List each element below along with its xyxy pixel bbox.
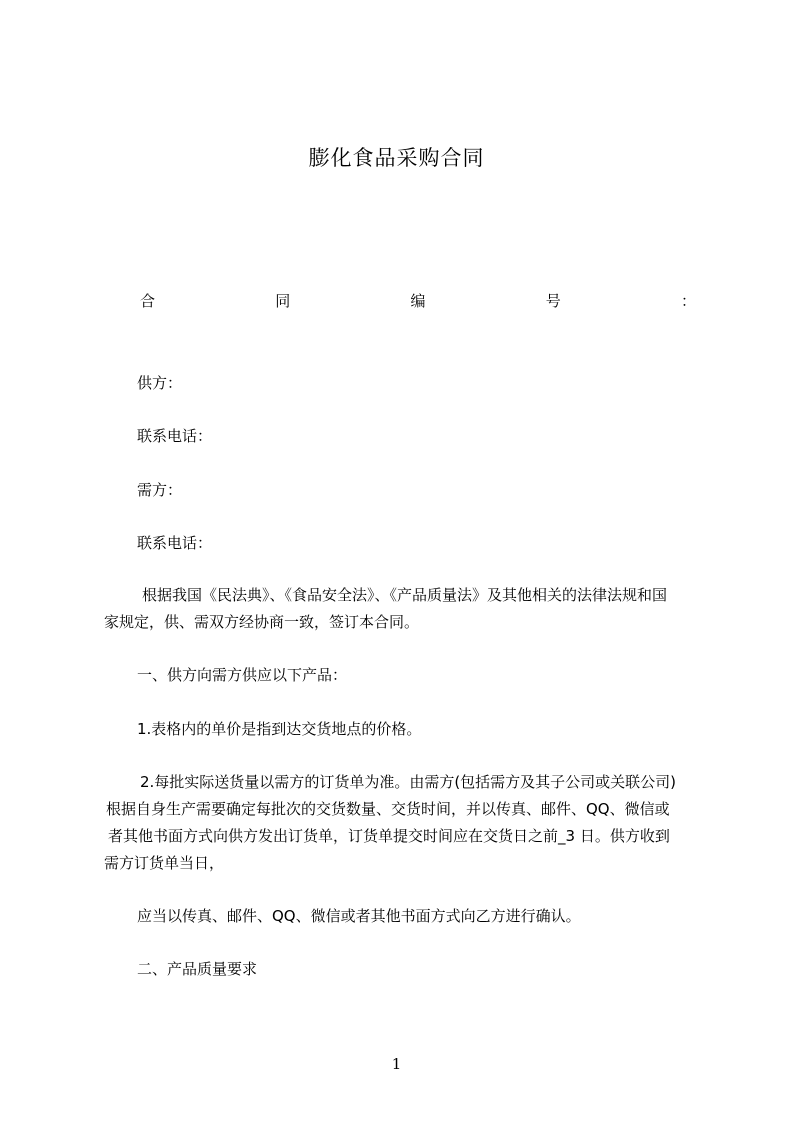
section1-item2-continuation: 应当以传真、邮件、QQ、微信或者其他书面方式向乙方进行确认。 xyxy=(137,907,581,925)
contract-number-char: 同 xyxy=(275,292,291,310)
page-number: 1 xyxy=(391,1055,402,1073)
supplier-field: 供方： xyxy=(137,374,183,392)
contract-number-line xyxy=(140,290,696,311)
buyer-phone-field: 联系电话： xyxy=(137,534,213,552)
section1-item1: 1.表格内的单价是指到达交货地点的价格。 xyxy=(137,720,422,738)
intro-line-1: 根据我国《民法典》、《食品安全法》、《产品质量法》及其他相关的法律法规和国 xyxy=(142,586,668,604)
contract-number-char: 合 xyxy=(140,292,156,310)
section1-heading: 一、供方向需方供应以下产品： xyxy=(137,666,348,684)
section1-item2-line3: 者其他书面方式向供方发出订货单，订货单提交时间应在交货日之前_3 日。供方收到 xyxy=(108,827,670,845)
contract-number-char: 号 xyxy=(545,292,561,310)
section1-item2-line4: 需方订货单当日， xyxy=(104,854,225,872)
section2-heading: 二、产品质量要求 xyxy=(137,960,258,978)
buyer-field: 需方： xyxy=(137,481,183,499)
document-title: 膨化食品采购合同 xyxy=(308,146,485,170)
supplier-phone-field: 联系电话： xyxy=(137,427,213,445)
section1-item2-line2: 根据自身生产需要确定每批次的交货数量、交货时间，并以传真、邮件、QQ、微信或 xyxy=(106,800,670,818)
contract-number-char: 编 xyxy=(410,292,426,310)
intro-line-2: 家规定，供、需双方经协商一致，签订本合同。 xyxy=(104,613,420,631)
section1-item2-line1: 2.每批实际送货量以需方的订货单为准。由需方(包括需方及其子公司或关联公司) xyxy=(140,773,677,791)
contract-number-char: ： xyxy=(680,292,696,310)
